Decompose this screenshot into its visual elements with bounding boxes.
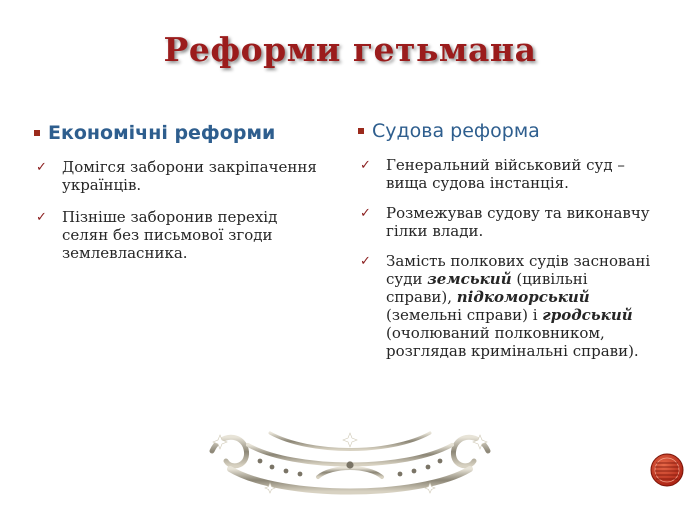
court-pidkomorsky: підкоморський: [456, 288, 590, 306]
judicial-reform-heading-text: Судова реформа: [372, 120, 540, 142]
judicial-reform-list: [358, 156, 658, 360]
economic-reforms-heading: [34, 122, 319, 144]
list-item-text: Домігся заборони закріпачення українців.: [62, 158, 317, 194]
list-item-text: Розмежував судову та виконавчу гілки влади.: [386, 204, 650, 240]
navigation-button-icon[interactable]: [650, 453, 684, 487]
checkmark-icon: ✓: [36, 160, 47, 175]
list-item: [358, 204, 658, 240]
court-zemsky-desc: (цивільні справи),: [386, 270, 588, 306]
list-item: [358, 156, 658, 192]
list-item-text: Пізніше заборонив перехід селян без письмової згоди землевласника.: [62, 208, 278, 262]
checkmark-icon: ✓: [360, 206, 371, 221]
checkmark-icon: ✓: [36, 210, 47, 225]
square-bullet-icon: [358, 128, 364, 134]
economic-reforms-column: [34, 122, 319, 276]
checkmark-icon: ✓: [360, 254, 371, 269]
economic-reforms-heading-text: Економічні реформи: [48, 122, 276, 144]
judicial-reform-heading: [358, 120, 658, 142]
list-item: [34, 208, 319, 262]
checkmark-icon: ✓: [360, 158, 371, 173]
court-grodsky: гродський: [542, 306, 633, 324]
list-item-text: Генеральний військовий суд – вища судова інстанція.: [386, 156, 625, 192]
slide-title: Реформи гетьмана: [163, 30, 537, 69]
judicial-reform-column: [358, 120, 658, 372]
court-pidkomorsky-desc: (земельні справи) і: [386, 306, 543, 324]
court-grodsky-desc: (очолюваний полковником, розглядав кримінальні справи).: [386, 324, 639, 360]
court-zemsky: земський: [427, 270, 512, 288]
economic-reforms-list: [34, 158, 319, 262]
courts-intro: Замість полкових судів засновані суди: [386, 252, 651, 288]
list-item: [34, 158, 319, 194]
ornament-icon: [200, 425, 500, 495]
list-item-courts: [358, 252, 658, 360]
square-bullet-icon: [34, 130, 40, 136]
